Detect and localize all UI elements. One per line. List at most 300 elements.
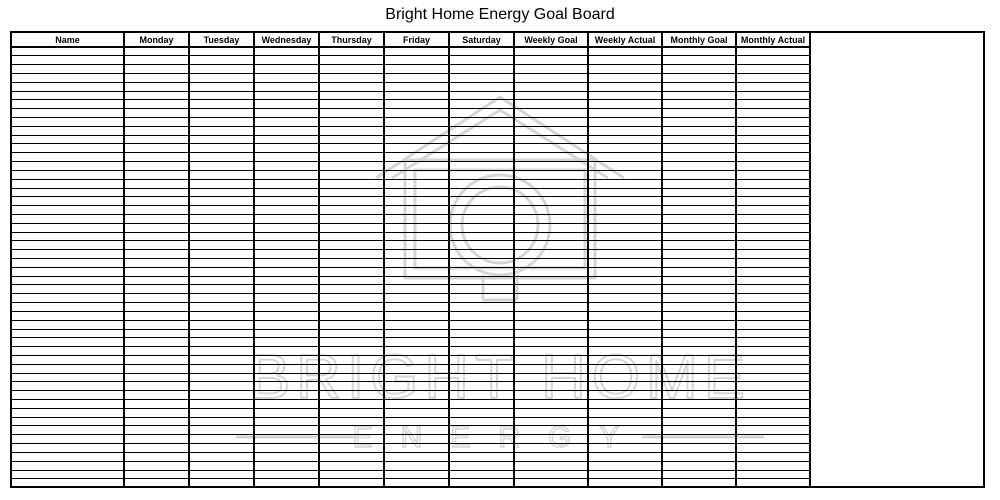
table-cell[interactable] <box>319 170 384 179</box>
table-cell[interactable] <box>588 382 662 391</box>
table-cell[interactable] <box>588 223 662 232</box>
table-cell[interactable] <box>254 223 319 232</box>
table-cell[interactable] <box>189 391 254 400</box>
table-cell[interactable] <box>12 355 124 364</box>
table-cell[interactable] <box>736 311 810 320</box>
table-cell[interactable] <box>662 188 736 197</box>
table-cell[interactable] <box>514 223 588 232</box>
table-cell[interactable] <box>254 82 319 91</box>
table-cell[interactable] <box>124 126 189 135</box>
table-cell[interactable] <box>189 47 254 56</box>
table-cell[interactable] <box>189 250 254 259</box>
table-cell[interactable] <box>449 259 514 268</box>
table-cell[interactable] <box>514 470 588 479</box>
table-cell[interactable] <box>12 100 124 109</box>
table-cell[interactable] <box>449 285 514 294</box>
table-cell[interactable] <box>514 408 588 417</box>
table-cell[interactable] <box>514 285 588 294</box>
table-cell[interactable] <box>662 179 736 188</box>
table-cell[interactable] <box>588 179 662 188</box>
table-cell[interactable] <box>12 188 124 197</box>
table-cell[interactable] <box>384 65 449 74</box>
table-cell[interactable] <box>189 276 254 285</box>
table-cell[interactable] <box>124 73 189 82</box>
table-cell[interactable] <box>449 435 514 444</box>
table-cell[interactable] <box>124 109 189 118</box>
table-cell[interactable] <box>449 408 514 417</box>
table-cell[interactable] <box>384 267 449 276</box>
table-cell[interactable] <box>12 311 124 320</box>
table-cell[interactable] <box>254 400 319 409</box>
table-cell[interactable] <box>319 347 384 356</box>
table-cell[interactable] <box>124 144 189 153</box>
table-cell[interactable] <box>588 162 662 171</box>
table-cell[interactable] <box>449 91 514 100</box>
table-cell[interactable] <box>189 170 254 179</box>
table-cell[interactable] <box>662 91 736 100</box>
table-cell[interactable] <box>588 188 662 197</box>
table-cell[interactable] <box>319 329 384 338</box>
table-cell[interactable] <box>662 294 736 303</box>
table-cell[interactable] <box>588 470 662 479</box>
table-cell[interactable] <box>588 303 662 312</box>
table-cell[interactable] <box>319 188 384 197</box>
table-cell[interactable] <box>449 232 514 241</box>
table-cell[interactable] <box>254 109 319 118</box>
table-cell[interactable] <box>319 241 384 250</box>
table-cell[interactable] <box>189 109 254 118</box>
table-cell[interactable] <box>736 400 810 409</box>
table-cell[interactable] <box>588 435 662 444</box>
table-cell[interactable] <box>319 250 384 259</box>
table-cell[interactable] <box>662 118 736 127</box>
table-cell[interactable] <box>736 435 810 444</box>
table-cell[interactable] <box>662 303 736 312</box>
table-cell[interactable] <box>12 135 124 144</box>
table-cell[interactable] <box>384 470 449 479</box>
table-cell[interactable] <box>319 479 384 488</box>
table-cell[interactable] <box>189 452 254 461</box>
table-cell[interactable] <box>514 259 588 268</box>
table-cell[interactable] <box>736 417 810 426</box>
table-cell[interactable] <box>124 461 189 470</box>
table-cell[interactable] <box>189 241 254 250</box>
table-cell[interactable] <box>514 444 588 453</box>
table-cell[interactable] <box>124 276 189 285</box>
table-cell[interactable] <box>662 241 736 250</box>
table-cell[interactable] <box>449 373 514 382</box>
table-cell[interactable] <box>736 294 810 303</box>
table-cell[interactable] <box>588 267 662 276</box>
table-cell[interactable] <box>662 452 736 461</box>
table-cell[interactable] <box>449 347 514 356</box>
table-cell[interactable] <box>189 65 254 74</box>
table-cell[interactable] <box>662 250 736 259</box>
table-cell[interactable] <box>384 73 449 82</box>
table-cell[interactable] <box>514 461 588 470</box>
table-cell[interactable] <box>662 223 736 232</box>
table-cell[interactable] <box>254 285 319 294</box>
table-cell[interactable] <box>662 470 736 479</box>
table-cell[interactable] <box>254 373 319 382</box>
table-cell[interactable] <box>189 303 254 312</box>
table-cell[interactable] <box>736 73 810 82</box>
table-cell[interactable] <box>319 100 384 109</box>
table-cell[interactable] <box>588 364 662 373</box>
table-cell[interactable] <box>319 91 384 100</box>
table-cell[interactable] <box>662 170 736 179</box>
table-cell[interactable] <box>124 435 189 444</box>
table-cell[interactable] <box>736 126 810 135</box>
table-cell[interactable] <box>514 329 588 338</box>
table-cell[interactable] <box>319 206 384 215</box>
table-cell[interactable] <box>449 382 514 391</box>
table-cell[interactable] <box>124 338 189 347</box>
table-cell[interactable] <box>384 118 449 127</box>
table-cell[interactable] <box>12 153 124 162</box>
table-cell[interactable] <box>449 56 514 65</box>
table-cell[interactable] <box>319 294 384 303</box>
table-cell[interactable] <box>514 373 588 382</box>
table-cell[interactable] <box>449 329 514 338</box>
table-cell[interactable] <box>254 214 319 223</box>
table-cell[interactable] <box>254 382 319 391</box>
table-cell[interactable] <box>124 100 189 109</box>
table-cell[interactable] <box>384 391 449 400</box>
table-cell[interactable] <box>189 223 254 232</box>
table-cell[interactable] <box>12 338 124 347</box>
table-cell[interactable] <box>12 65 124 74</box>
table-cell[interactable] <box>254 188 319 197</box>
table-cell[interactable] <box>189 153 254 162</box>
table-cell[interactable] <box>384 91 449 100</box>
table-cell[interactable] <box>736 135 810 144</box>
table-cell[interactable] <box>124 259 189 268</box>
table-cell[interactable] <box>662 444 736 453</box>
table-cell[interactable] <box>12 259 124 268</box>
table-cell[interactable] <box>12 461 124 470</box>
table-cell[interactable] <box>449 153 514 162</box>
table-cell[interactable] <box>254 91 319 100</box>
table-cell[interactable] <box>588 461 662 470</box>
table-cell[interactable] <box>189 338 254 347</box>
table-cell[interactable] <box>449 47 514 56</box>
table-cell[interactable] <box>384 223 449 232</box>
table-cell[interactable] <box>662 426 736 435</box>
table-cell[interactable] <box>662 47 736 56</box>
table-cell[interactable] <box>189 479 254 488</box>
table-cell[interactable] <box>662 435 736 444</box>
table-cell[interactable] <box>189 347 254 356</box>
table-cell[interactable] <box>662 82 736 91</box>
table-cell[interactable] <box>662 126 736 135</box>
table-cell[interactable] <box>124 118 189 127</box>
table-cell[interactable] <box>449 452 514 461</box>
table-cell[interactable] <box>662 400 736 409</box>
table-cell[interactable] <box>189 364 254 373</box>
table-cell[interactable] <box>319 267 384 276</box>
table-cell[interactable] <box>514 153 588 162</box>
table-cell[interactable] <box>384 294 449 303</box>
table-cell[interactable] <box>588 118 662 127</box>
table-cell[interactable] <box>124 347 189 356</box>
table-cell[interactable] <box>189 408 254 417</box>
table-cell[interactable] <box>736 82 810 91</box>
table-cell[interactable] <box>514 188 588 197</box>
table-cell[interactable] <box>384 329 449 338</box>
table-cell[interactable] <box>124 444 189 453</box>
table-cell[interactable] <box>384 197 449 206</box>
table-cell[interactable] <box>254 303 319 312</box>
table-cell[interactable] <box>254 417 319 426</box>
table-cell[interactable] <box>124 91 189 100</box>
table-cell[interactable] <box>189 355 254 364</box>
table-cell[interactable] <box>124 479 189 488</box>
table-cell[interactable] <box>662 311 736 320</box>
table-cell[interactable] <box>514 206 588 215</box>
table-cell[interactable] <box>319 373 384 382</box>
table-cell[interactable] <box>588 373 662 382</box>
table-cell[interactable] <box>319 223 384 232</box>
table-cell[interactable] <box>514 355 588 364</box>
table-cell[interactable] <box>514 294 588 303</box>
table-cell[interactable] <box>449 118 514 127</box>
table-cell[interactable] <box>514 162 588 171</box>
table-cell[interactable] <box>662 214 736 223</box>
table-cell[interactable] <box>662 408 736 417</box>
table-cell[interactable] <box>384 303 449 312</box>
table-cell[interactable] <box>12 373 124 382</box>
table-cell[interactable] <box>12 109 124 118</box>
table-cell[interactable] <box>12 170 124 179</box>
table-cell[interactable] <box>189 435 254 444</box>
table-cell[interactable] <box>736 109 810 118</box>
table-cell[interactable] <box>12 232 124 241</box>
table-cell[interactable] <box>662 162 736 171</box>
table-cell[interactable] <box>12 285 124 294</box>
table-cell[interactable] <box>514 126 588 135</box>
table-cell[interactable] <box>189 400 254 409</box>
table-cell[interactable] <box>736 223 810 232</box>
table-cell[interactable] <box>189 91 254 100</box>
table-cell[interactable] <box>588 347 662 356</box>
table-cell[interactable] <box>384 355 449 364</box>
table-cell[interactable] <box>736 188 810 197</box>
table-cell[interactable] <box>588 206 662 215</box>
table-cell[interactable] <box>736 479 810 488</box>
table-cell[interactable] <box>449 223 514 232</box>
table-cell[interactable] <box>384 408 449 417</box>
table-cell[interactable] <box>588 320 662 329</box>
table-cell[interactable] <box>384 47 449 56</box>
table-cell[interactable] <box>736 382 810 391</box>
table-cell[interactable] <box>736 250 810 259</box>
table-cell[interactable] <box>662 267 736 276</box>
table-cell[interactable] <box>449 206 514 215</box>
table-cell[interactable] <box>736 214 810 223</box>
table-cell[interactable] <box>319 417 384 426</box>
table-cell[interactable] <box>12 214 124 223</box>
table-cell[interactable] <box>736 259 810 268</box>
table-cell[interactable] <box>12 73 124 82</box>
table-cell[interactable] <box>384 232 449 241</box>
table-cell[interactable] <box>514 276 588 285</box>
table-cell[interactable] <box>189 470 254 479</box>
table-cell[interactable] <box>514 435 588 444</box>
table-cell[interactable] <box>662 347 736 356</box>
table-cell[interactable] <box>662 461 736 470</box>
table-cell[interactable] <box>319 426 384 435</box>
table-cell[interactable] <box>384 400 449 409</box>
table-cell[interactable] <box>319 153 384 162</box>
table-cell[interactable] <box>189 259 254 268</box>
table-cell[interactable] <box>588 338 662 347</box>
table-cell[interactable] <box>736 461 810 470</box>
table-cell[interactable] <box>254 355 319 364</box>
table-cell[interactable] <box>514 214 588 223</box>
table-cell[interactable] <box>514 303 588 312</box>
table-cell[interactable] <box>254 364 319 373</box>
table-cell[interactable] <box>124 417 189 426</box>
table-cell[interactable] <box>384 241 449 250</box>
table-cell[interactable] <box>319 382 384 391</box>
table-cell[interactable] <box>319 303 384 312</box>
table-cell[interactable] <box>384 170 449 179</box>
table-cell[interactable] <box>662 391 736 400</box>
table-cell[interactable] <box>514 65 588 74</box>
table-cell[interactable] <box>662 364 736 373</box>
table-cell[interactable] <box>319 355 384 364</box>
table-cell[interactable] <box>12 329 124 338</box>
table-cell[interactable] <box>384 320 449 329</box>
table-cell[interactable] <box>384 144 449 153</box>
table-cell[interactable] <box>254 426 319 435</box>
table-cell[interactable] <box>588 82 662 91</box>
table-cell[interactable] <box>254 347 319 356</box>
table-cell[interactable] <box>588 153 662 162</box>
table-cell[interactable] <box>254 267 319 276</box>
table-cell[interactable] <box>588 91 662 100</box>
table-cell[interactable] <box>662 382 736 391</box>
table-cell[interactable] <box>662 73 736 82</box>
table-cell[interactable] <box>254 100 319 109</box>
table-cell[interactable] <box>12 408 124 417</box>
table-cell[interactable] <box>736 162 810 171</box>
table-cell[interactable] <box>12 91 124 100</box>
table-cell[interactable] <box>588 479 662 488</box>
table-cell[interactable] <box>124 250 189 259</box>
table-cell[interactable] <box>662 100 736 109</box>
table-cell[interactable] <box>254 126 319 135</box>
table-cell[interactable] <box>189 285 254 294</box>
table-cell[interactable] <box>319 82 384 91</box>
table-cell[interactable] <box>12 206 124 215</box>
table-cell[interactable] <box>12 364 124 373</box>
table-cell[interactable] <box>736 47 810 56</box>
table-cell[interactable] <box>736 91 810 100</box>
table-cell[interactable] <box>189 82 254 91</box>
table-cell[interactable] <box>736 197 810 206</box>
table-cell[interactable] <box>254 461 319 470</box>
table-cell[interactable] <box>514 400 588 409</box>
table-cell[interactable] <box>254 470 319 479</box>
table-cell[interactable] <box>319 338 384 347</box>
table-cell[interactable] <box>12 347 124 356</box>
table-cell[interactable] <box>319 311 384 320</box>
table-cell[interactable] <box>588 250 662 259</box>
table-cell[interactable] <box>588 170 662 179</box>
table-cell[interactable] <box>662 373 736 382</box>
table-cell[interactable] <box>254 329 319 338</box>
table-cell[interactable] <box>189 100 254 109</box>
table-cell[interactable] <box>124 135 189 144</box>
table-cell[interactable] <box>319 162 384 171</box>
table-cell[interactable] <box>384 153 449 162</box>
table-cell[interactable] <box>449 109 514 118</box>
table-cell[interactable] <box>449 311 514 320</box>
table-cell[interactable] <box>736 118 810 127</box>
table-cell[interactable] <box>449 461 514 470</box>
table-cell[interactable] <box>12 470 124 479</box>
table-cell[interactable] <box>12 118 124 127</box>
table-cell[interactable] <box>12 241 124 250</box>
table-cell[interactable] <box>189 232 254 241</box>
table-cell[interactable] <box>12 276 124 285</box>
table-cell[interactable] <box>736 267 810 276</box>
table-cell[interactable] <box>384 382 449 391</box>
table-cell[interactable] <box>736 373 810 382</box>
table-cell[interactable] <box>449 179 514 188</box>
table-cell[interactable] <box>662 355 736 364</box>
table-cell[interactable] <box>514 135 588 144</box>
table-cell[interactable] <box>124 303 189 312</box>
table-cell[interactable] <box>514 250 588 259</box>
table-cell[interactable] <box>124 47 189 56</box>
table-cell[interactable] <box>449 162 514 171</box>
table-cell[interactable] <box>12 144 124 153</box>
table-cell[interactable] <box>736 408 810 417</box>
table-cell[interactable] <box>124 223 189 232</box>
table-cell[interactable] <box>514 267 588 276</box>
table-cell[interactable] <box>588 355 662 364</box>
table-cell[interactable] <box>254 65 319 74</box>
table-cell[interactable] <box>588 47 662 56</box>
table-cell[interactable] <box>319 408 384 417</box>
table-cell[interactable] <box>189 188 254 197</box>
table-cell[interactable] <box>124 320 189 329</box>
table-cell[interactable] <box>588 311 662 320</box>
table-cell[interactable] <box>449 135 514 144</box>
table-cell[interactable] <box>588 408 662 417</box>
table-cell[interactable] <box>124 294 189 303</box>
table-cell[interactable] <box>254 452 319 461</box>
table-cell[interactable] <box>189 144 254 153</box>
table-cell[interactable] <box>189 135 254 144</box>
table-cell[interactable] <box>189 179 254 188</box>
table-cell[interactable] <box>588 241 662 250</box>
table-cell[interactable] <box>588 329 662 338</box>
table-cell[interactable] <box>12 382 124 391</box>
table-cell[interactable] <box>189 444 254 453</box>
table-cell[interactable] <box>588 259 662 268</box>
table-cell[interactable] <box>319 285 384 294</box>
table-cell[interactable] <box>384 250 449 259</box>
table-cell[interactable] <box>736 241 810 250</box>
table-cell[interactable] <box>189 267 254 276</box>
table-cell[interactable] <box>254 73 319 82</box>
table-cell[interactable] <box>12 126 124 135</box>
table-cell[interactable] <box>319 65 384 74</box>
